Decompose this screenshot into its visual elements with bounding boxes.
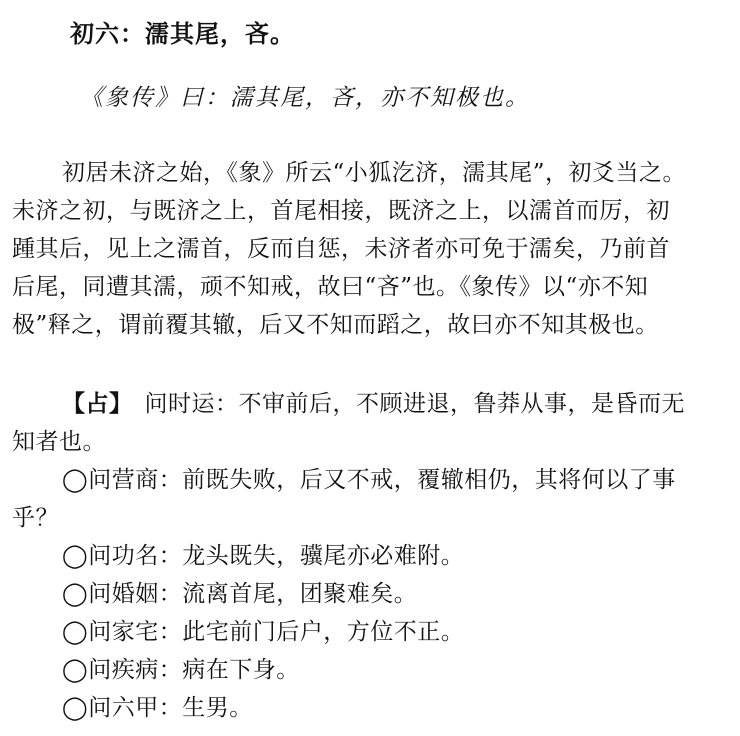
divination-intro (62, 388, 685, 420)
divination-item-career: ◯问功名：龙头既失，骥尾亦必难附。 (62, 543, 465, 569)
commentary-line: 极”释之，谓前覆其辙，后又不知而蹈之，故曰亦不知其极也。 (12, 312, 659, 338)
commentary-line: 后尾，同遭其濡，顽不知戒，故曰“吝”也。《象传》以“亦不知 (12, 274, 649, 300)
divination-item-business: ◯问营商：前既失败，后又不戒，覆辙相仍，其将何以了事 (62, 467, 676, 493)
commentary-line: 初居未济之始，《象》所云“小狐汔济，濡其尾”，初爻当之。 (62, 160, 687, 186)
divination-item-house: ◯问家宅：此宅前门后户，方位不正。 (62, 619, 465, 645)
divination-item-marriage: ◯问婚姻：流离首尾，团聚难矣。 (62, 581, 418, 607)
divination-item-illness: ◯问疾病：病在下身。 (62, 657, 300, 683)
divination-item-pregnancy: ◯问六甲：生男。 (62, 695, 253, 721)
divination-intro-continued: 知者也。 (12, 429, 106, 455)
commentary-line: 未济之初，与既济之上，首尾相接，既济之上，以濡首而厉，初 (12, 198, 670, 224)
commentary-line: 踵其后，见上之濡首，反而自惩，未济者亦可免于濡矣，乃前首 (12, 236, 670, 262)
divination-item-business-continued: 乎？ (12, 505, 59, 531)
divination-intro-text: 问时运：不审前后，不顾进退，鲁莽从事，是昏而无 (144, 391, 685, 417)
page-title: 初六：濡其尾，吝。 (70, 19, 295, 48)
xiang-zhuan-quote: 《象传》曰：濡其尾，吝，亦不知极也。 (80, 85, 530, 111)
divination-tag: 【占】 (62, 390, 133, 417)
